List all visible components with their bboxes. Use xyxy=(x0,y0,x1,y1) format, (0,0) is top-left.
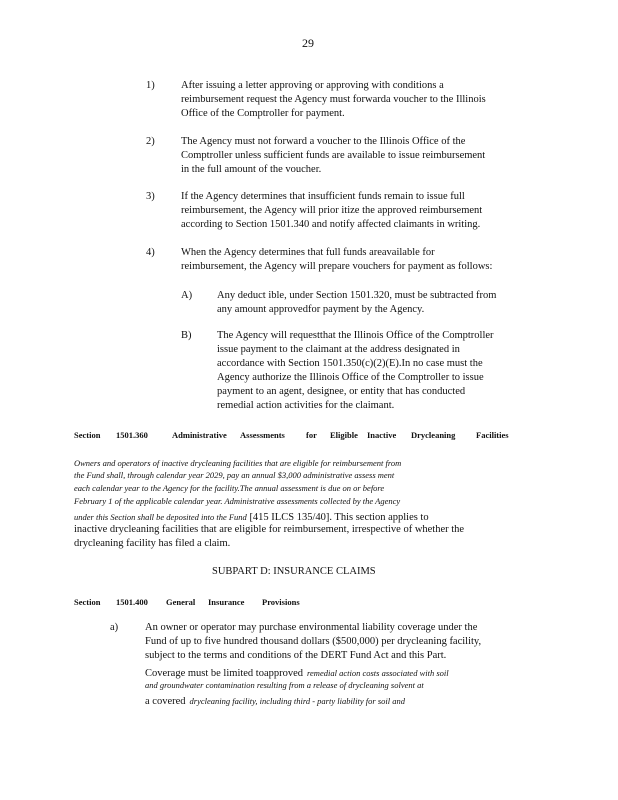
section-360-italic-line: under this Section shall be deposited into the Fund xyxy=(74,512,247,522)
section-title-word: for xyxy=(306,430,317,440)
subitem-text-line: Agency authorize the Illinois Office of the Comptroller to issue xyxy=(217,372,484,383)
section-title-word: Insurance xyxy=(208,597,245,607)
subitem-text-line: issue payment to the claimant at the address designated in xyxy=(217,344,460,355)
section-title-word: Eligible xyxy=(330,430,358,440)
section-400-plain: Coverage must be limited toapproved xyxy=(145,668,304,679)
section-title-word: Inactive xyxy=(367,430,397,440)
item-text-line: After issuing a letter approving or approving with conditions a xyxy=(181,80,444,91)
section-360-body-line: inactive drycleaning facilities that are eligible for reimbursement, irrespective of whether the xyxy=(74,524,465,535)
section-label: Section xyxy=(74,597,101,607)
section-360-italic-line: each calendar year to the Agency for the facility.The annual assessment is due on or before xyxy=(74,483,385,493)
section-label: Section xyxy=(74,430,101,440)
section-400-plain: a covered xyxy=(145,696,186,707)
item-number: 3) xyxy=(146,191,155,202)
subitem-number: B) xyxy=(181,330,192,341)
section-400-line: An owner or operator may purchase environmental liability coverage under the xyxy=(145,622,478,633)
section-360-italic-line: Owners and operators of inactive drycleaning facilities that are eligible for reimbursement from xyxy=(74,458,402,468)
item-text-line: reimbursement, the Agency will prior itize the approved reimbursement xyxy=(181,205,483,216)
subitem-number: A) xyxy=(181,290,193,301)
section-title-word: Provisions xyxy=(262,597,300,607)
section-number: 1501.360 xyxy=(116,430,148,440)
section-400-italic-line: and groundwater contamination resulting from a release of drycleaning solvent at xyxy=(145,680,424,690)
item-text-line: When the Agency determines that full funds areavailable for xyxy=(181,247,435,258)
subitem-text-line: The Agency will requestthat the Illinois Office of the Comptroller xyxy=(217,330,494,341)
section-400-line: Fund of up to five hundred thousand dollars ($500,000) per drycleaning facility, xyxy=(145,636,482,647)
section-360-body-line: drycleaning facility has filed a claim. xyxy=(74,538,231,549)
item-text-line: according to Section 1501.340 and notify affected claimants in writing. xyxy=(181,219,481,230)
item-number: 2) xyxy=(146,136,155,147)
section-title-word: Drycleaning xyxy=(411,430,456,440)
section-title-word: Facilities xyxy=(476,430,509,440)
section-number: 1501.400 xyxy=(116,597,148,607)
subitem-text-line: any amount approvedfor payment by the Agency. xyxy=(217,304,425,315)
section-title-word: Administrative xyxy=(172,430,227,440)
section-400-italic: remedial action costs associated with soil xyxy=(307,668,449,678)
subitem-text-line: Any deduct ible, under Section 1501.320, must be subtracted from xyxy=(217,290,497,301)
section-400-line: subject to the terms and conditions of the DERT Fund Act and this Part. xyxy=(145,650,447,661)
subitem-text-line: remedial action activities for the claimant. xyxy=(217,400,395,411)
subitem-text-line: payment to an agent, designee, or entity that has conducted xyxy=(217,386,466,397)
item-text-line: If the Agency determines that insufficient funds remain to issue full xyxy=(181,191,465,202)
item-number: 4) xyxy=(146,247,155,258)
section-title-word: General xyxy=(166,597,196,607)
item-text-line: reimbursement, the Agency will prepare vouchers for payment as follows: xyxy=(181,261,493,272)
item-number: a) xyxy=(110,622,119,633)
page-number: 29 xyxy=(302,36,314,50)
item-text-line: The Agency must not forward a voucher to the Illinois Office of the xyxy=(181,136,466,147)
item-text-line: in the full amount of the voucher. xyxy=(181,164,322,175)
section-title-word: Assessments xyxy=(240,430,285,440)
section-400-italic: drycleaning facility, including third - party liability for soil and xyxy=(189,696,405,706)
subitem-text-line: accordance with Section 1501.350(c)(2)(E).In no case must the xyxy=(217,358,483,369)
section-400-mixed-line xyxy=(145,691,405,709)
item-text-line: Comptroller unless sufficient funds are available to issue reimbursement xyxy=(181,150,486,161)
section-360-tail: [415 ILCS 135/40]. This section applies to xyxy=(246,512,429,523)
subpart-title: SUBPART D: INSURANCE CLAIMS xyxy=(212,566,376,577)
item-number: 1) xyxy=(146,80,155,91)
item-text-line: reimbursement request the Agency must forwarda voucher to the Illinois xyxy=(181,94,486,105)
item-text-line: Office of the Comptroller for payment. xyxy=(181,108,345,119)
section-360-italic-line: February 1 of the applicable calendar year. Administrative assessments collected by the Agency xyxy=(74,496,401,506)
section-360-italic-line: the Fund shall, through calendar year 2029, pay an annual $3,000 administrative assess ment xyxy=(74,470,395,480)
